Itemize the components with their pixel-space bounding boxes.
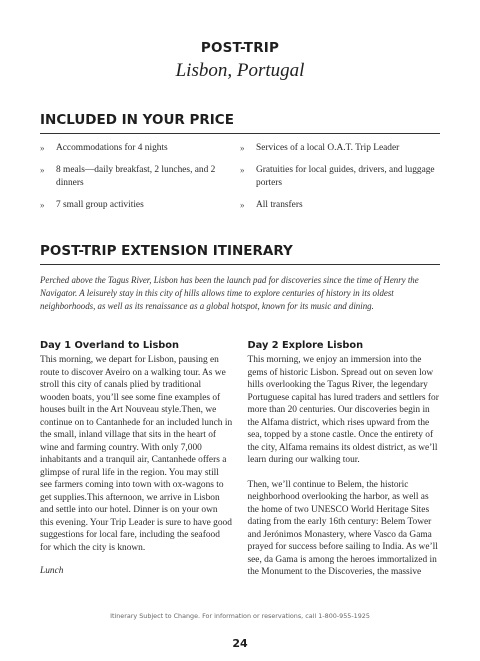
list-item bbox=[40, 142, 240, 155]
bullet-icon: » bbox=[240, 143, 245, 153]
bullet-icon: » bbox=[40, 200, 45, 210]
list-item-text: Gratuities for local guides, drivers, and luggage porters bbox=[256, 165, 435, 188]
list-item bbox=[40, 199, 240, 212]
page-number: 24 bbox=[232, 637, 248, 650]
day-columns bbox=[40, 340, 440, 591]
day-2 bbox=[233, 340, 441, 591]
itinerary-heading: POST-TRIP EXTENSION ITINERARY bbox=[40, 243, 440, 265]
day-1 bbox=[40, 340, 233, 591]
day-title: Day 1 Overland to Lisbon bbox=[40, 340, 179, 351]
list-item-text: 8 meals—daily breakfast, 2 lunches, and 2 dinners bbox=[56, 165, 216, 188]
page-header bbox=[0, 40, 480, 82]
list-item-text: Accommodations for 4 nights bbox=[56, 143, 168, 153]
destination-title: Lisbon, Portugal bbox=[175, 60, 305, 81]
included-column-left bbox=[40, 142, 240, 221]
meal-label: Lunch bbox=[40, 566, 64, 576]
included-list bbox=[40, 142, 440, 221]
section-kicker: POST-TRIP bbox=[200, 40, 280, 56]
list-item bbox=[240, 164, 440, 190]
day-title: Day 2 Explore Lisbon bbox=[247, 340, 364, 351]
day-text: This morning, we depart for Lisbon, pausing en route to discover Aveiro on a walking tour. As we stroll this city of canals plied by traditional wooden boats, you’ll see some fine examples of houses built in the Art Nouveau style.Then, we continue on to Cantanhede for an included lunch in the small, inland village that sits in the heart of wine and farming country. With only 7,000 inhabitants and a tranquil air, Cantanhede offers a glimpse of rural life in the region. You may still see farmers coming into town with ox-wagons to get supplies.This afternoon, we arrive in Lisbon and settle into our hotel. Dinner is on your own this evening. Your Trip Leader is sure to have good suggestions for local fare, including the seafood for which the city is known. bbox=[40, 355, 233, 553]
day-text: This morning, we enjoy an immersion into the gems of historic Lisbon. Spread out on seven low hills overlooking the Tagus River, the legendary Portuguese capital has lured traders and settlers for more than 20 centuries. Our discoveries begin in the Alfama district, which rises upward from the sea, topped by a stone castle. Once the entirety of the city, Alfama remains its oldest district, as we’ll learn during our walking tour. bbox=[247, 355, 439, 465]
list-item-text: Services of a local O.A.T. Trip Leader bbox=[256, 143, 400, 153]
bullet-icon: » bbox=[240, 165, 245, 175]
list-item-text: 7 small group activities bbox=[56, 200, 144, 210]
bullet-icon: » bbox=[40, 143, 45, 153]
list-item bbox=[40, 164, 240, 190]
day-text: Then, we’ll continue to Belem, the historic neighborhood overlooking the harbor, as well as the home of two UNESCO World Heritage Sites dating from the early 16th century: Belem Tower and Jerónimos Monastery, where Vasco da Gama prayed for success before sailing to India. As we’ll see, da Gama is among the heroes immortalized in the Monument to the Discoveries, the massive bbox=[247, 479, 438, 577]
list-item bbox=[240, 199, 440, 212]
footer-note: Itinerary Subject to Change. For information or reservations, call 1-800-955-1925 bbox=[110, 612, 370, 620]
included-heading: INCLUDED IN YOUR PRICE bbox=[40, 112, 440, 134]
included-column-right bbox=[240, 142, 440, 221]
list-item bbox=[240, 142, 440, 155]
list-item-text: All transfers bbox=[256, 200, 303, 210]
itinerary-intro: Perched above the Tagus River, Lisbon has been the launch pad for discoveries since the time of Henry the Navigator. A leisurely stay in this city of hills allows time to explore centuries of history in its oldest neighborhoods, as well as its renaissance as a global hotspot, known for its music and dining. bbox=[40, 275, 419, 311]
bullet-icon: » bbox=[240, 200, 245, 210]
bullet-icon: » bbox=[40, 165, 45, 175]
